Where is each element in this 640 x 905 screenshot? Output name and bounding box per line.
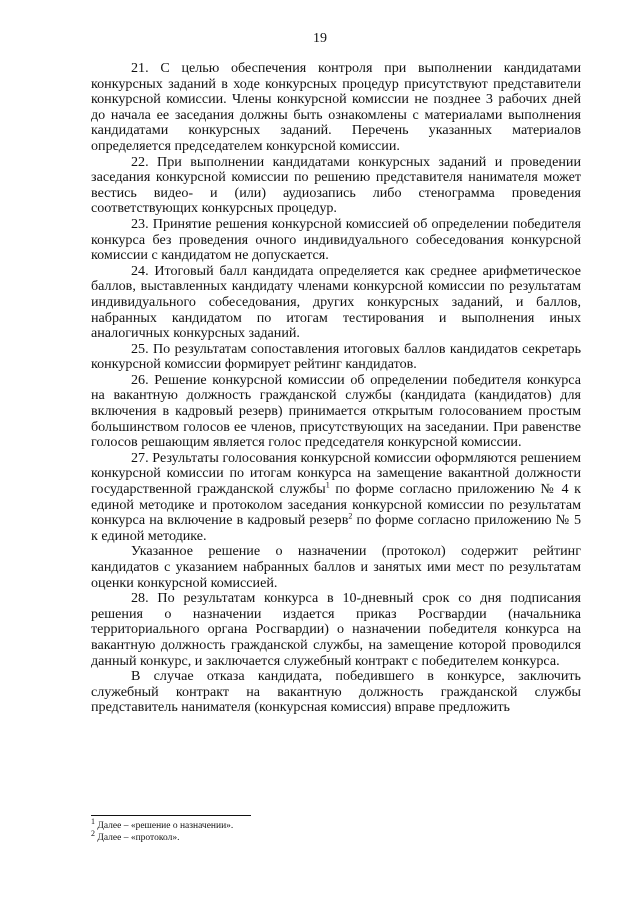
footnote-ref-1: 1	[325, 480, 330, 490]
paragraph-23: 23. Принятие решения конкурсной комиссией об определении победителя конкурса без проведения очного индивидуального собеседования конкурсной комиссии с кандидатом не допускается.	[91, 215, 581, 264]
paragraph-25: 25. По результатам сопоставления итоговых баллов кандидатов секретарь конкурсной комиссии формирует рейтинг кандидатов.	[91, 340, 581, 373]
paragraph-27-part-2: по форме согласно приложению № 4 к единой методике и протоколом заседания конкурсной комиссии по результатам конкурса на включение в кадровый резерв	[91, 481, 581, 529]
footnote-2	[91, 828, 581, 844]
page-number: 19	[313, 31, 327, 46]
paragraph-28-continued: В случае отказа кандидата, победившего в конкурсе, заключить служебный контракт на вакантную должность гражданской службы представитель нанимателя (конкурсная комиссия) вправе предложить	[91, 668, 581, 716]
paragraph-21: 21. С целью обеспечения контроля при выполнении кандидатами конкурсных заданий в ходе конкурсных процедур присутствуют представители конкурсной комиссии. Члены конкурсной комиссии не позднее 3 рабочих дней до начала ее заседания должны быть ознакомлены с материалами выполнения кандидатами конкурсных заданий. Перечень указанных материалов определяется председателем конкурсной комиссии.	[91, 60, 581, 154]
paragraph-27-part-1: 27. Результаты голосования конкурсной комиссии оформляются решением конкурсной комиссии по итогам конкурса на замещение вакантной должности государственной гражданской службы	[91, 449, 581, 498]
paragraph-27-continued: Указанное решение о назначении (протокол) содержит рейтинг кандидатов с указанием набранных баллов и занятых ими мест по результатам оценки конкурсной комиссией.	[91, 543, 581, 591]
footnote-1-mark: 1	[91, 816, 95, 826]
footnotes	[91, 816, 581, 844]
paragraph-24: 24. Итоговый балл кандидата определяется как среднее арифметическое баллов, выставленных кандидату членами конкурсной комиссии по результатам индивидуального собеседования, других конкурсных заданий, и баллов, набранных кандидатом по итогам тестирования и выполнения иных аналогичных конкурсных заданий.	[91, 262, 581, 342]
paragraph-22: 22. При выполнении кандидатами конкурсных заданий и проведении заседания конкурсной комиссии по решению представителя нанимателя может вестись видео- и (или) аудиозапись либо стенограмма проведения соответствующих конкурсных процедур.	[91, 153, 581, 217]
paragraph-28: 28. По результатам конкурса в 10-дневный срок со дня подписания решения о назначении издается приказ Росгвардии (начальника территориального органа Росгвардии) о назначении победителя конкурса на вакантную должность гражданской службы, на замещение которой проводился данный конкурс, и заключается служебный контракт с победителем конкурса.	[91, 590, 581, 669]
footnote-2-mark: 2	[91, 828, 95, 838]
document-body	[91, 61, 581, 716]
footnote-1-text: Далее – «решение о назначении».	[95, 821, 234, 831]
paragraph-26: 26. Решение конкурсной комиссии об определении победителя конкурса на вакантную должность гражданской службы (кандидата (кандидатов) для включения в кадровый резерв) принимается открытым голосованием простым большинством голосов ее членов, присутствующих на заседании. При равенстве голосов решающим является голос председателя конкурсной комиссии.	[91, 371, 581, 451]
footnote-2-text: Далее – «протокол».	[95, 833, 180, 843]
footnote-divider	[91, 815, 251, 816]
paragraph-27	[91, 451, 581, 545]
footnote-ref-2: 2	[348, 511, 353, 521]
footnote-1	[91, 816, 581, 832]
paragraph-27-part-3: по форме согласно приложению № 5 к единой методике.	[91, 512, 581, 544]
